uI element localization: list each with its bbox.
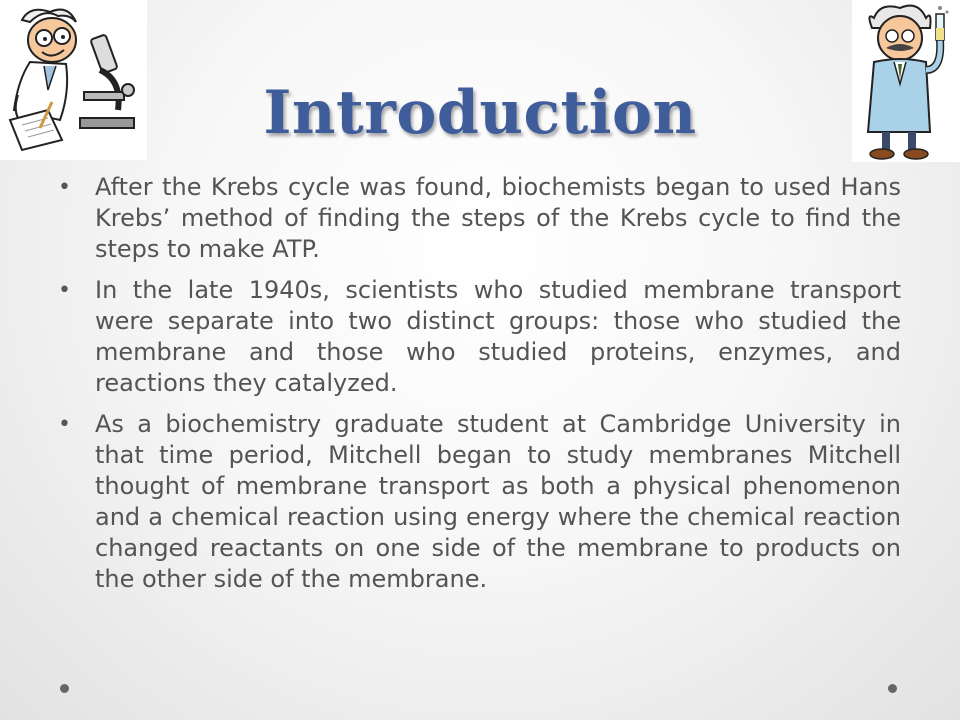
bullet-text: After the Krebs cycle was found, biochemists began to used Hans Krebs’ method of finding the steps of the Krebs cycle to find the steps to make ATP. (95, 173, 901, 263)
bullet-text: As a biochemistry graduate student at Cambridge University in that time period, Mitchell began to study membranes Mitchell thought of membrane transport as both a physical phenomenon and a chemical reaction using energy where the chemical reaction changed reactants on one side of the membrane to products on the other side of the membrane. (95, 410, 901, 593)
decorative-dot-right (888, 684, 897, 693)
bullet-list (55, 172, 901, 605)
bullet-item (55, 409, 901, 595)
slide-title: Introduction (263, 78, 697, 148)
bullet-item (55, 275, 901, 399)
bullet-marker: • (58, 175, 71, 200)
bullet-marker: • (58, 278, 71, 303)
bullet-item (55, 172, 901, 265)
bullet-text: In the late 1940s, scientists who studied membrane transport were separate into two distinct groups: those who studied the membrane and those who studied proteins, enzymes, and reactions they catalyzed. (95, 276, 901, 397)
bullet-marker: • (58, 412, 71, 437)
decorative-dot-left (60, 684, 69, 693)
